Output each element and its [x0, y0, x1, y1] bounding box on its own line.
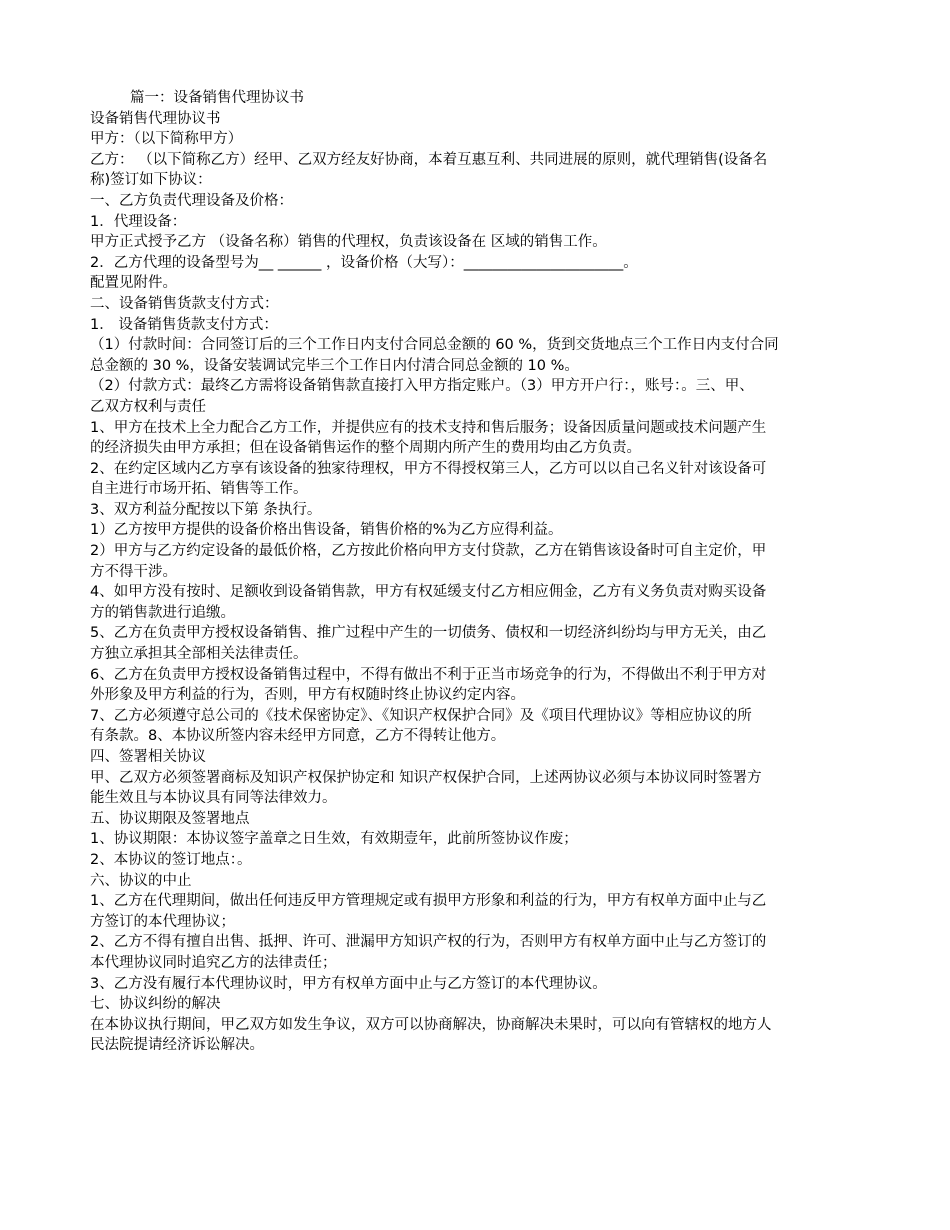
document-title: 篇一：设备销售代理协议书 — [130, 90, 304, 106]
text-line: 自主进行市场开拓、销售等工作。 — [90, 481, 308, 498]
text-line: 方独立承担其全部相关法律责任。 — [90, 646, 308, 663]
text-line: 5、乙方在负责甲方授权设备销售、推广过程中产生的一切债务、债权和一切经济纠纷均与甲方无关，由乙 — [90, 625, 767, 642]
text-line: 四、签署相关协议 — [90, 749, 206, 765]
text-line: 七、协议纠纷的解决 — [90, 996, 221, 1013]
text-line: 4、如甲方没有按时、足额收到设备销售款，甲方有权延缓支付乙方相应佣金，乙方有义务负责对购买设备 — [90, 584, 767, 601]
text-line: 六、协议的中止 — [90, 872, 192, 889]
text-line: 方的销售款进行追缴。 — [90, 604, 235, 621]
text-line: （1）付款时间：合同签订后的三个工作日内支付合同总金额的 60 %，货到交货地点三个工作日内支付合同 — [90, 337, 779, 354]
text-line: 有条款。8、本协议所签内容未经甲方同意，乙方不得转让他方。 — [90, 728, 506, 745]
text-line: 3、乙方没有履行本代理协议时，甲方有权单方面中止与乙方签订的本代理协议。 — [90, 975, 607, 992]
text-line: 设备销售代理协议书 — [90, 110, 221, 127]
text-line: 2）甲方与乙方约定设备的最低价格，乙方按此价格向甲方支付贷款，乙方在销售该设备时可自主定价，甲 — [90, 543, 767, 560]
text-line: 1、乙方在代理期间，做出任何违反甲方管理规定或有损甲方形象和利益的行为，甲方有权单方面中止与乙 — [90, 893, 767, 910]
text-line: （2）付款方式：最终乙方需将设备销售款直接打入甲方指定账户。（3）甲方开户行：，账号：。三、甲、 — [90, 378, 754, 395]
text-line: 甲、乙双方必须签署商标及知识产权保护协定和 知识产权保护合同，上述两协议必须与本协议同时签署方 — [90, 769, 762, 786]
text-line: 总金额的 30 %，设备安装调试完毕三个工作日内付清合同总金额的 10 %。 — [90, 357, 579, 374]
text-line: 方签订的本代理协议； — [90, 913, 235, 930]
text-line: 在本协议执行期间，甲乙双方如发生争议，双方可以协商解决，协商解决未果时，可以向有管辖权的地方人 — [90, 1016, 772, 1033]
text-line: 乙方： （以下简称乙方）经甲、乙双方经友好协商，本着互惠互利、共同进展的原则，就代理销售(设备名 — [90, 151, 768, 168]
text-line: 1）乙方按甲方提供的设备价格出售设备，销售价格的%为乙方应得利益。 — [90, 522, 563, 539]
text-line: 称)签订如下协议： — [90, 172, 212, 189]
text-line: 7、乙方必须遵守总公司的《技术保密协定》、《知识产权保护合同》及《项目代理协议》等相应协议的所 — [90, 707, 752, 724]
text-line: 方不得干涉。 — [90, 563, 177, 580]
text-line: 3、双方利益分配按以下第 条执行。 — [90, 501, 322, 518]
text-line: 的经济损失由甲方承担；但在设备销售运作的整个周期内所产生的费用均由乙方负责。 — [90, 440, 641, 457]
text-line: 五、协议期限及签署地点 — [90, 810, 250, 827]
text-line: 1、协议期限：本协议签字盖章之日生效，有效期壹年，此前所签协议作废； — [90, 831, 578, 848]
text-line: 6、乙方在负责甲方授权设备销售过程中，不得有做出不利于正当市场竞争的行为，不得做出不利于甲方对 — [90, 666, 767, 683]
text-line: 民法院提请经济诉讼解决。 — [90, 1037, 264, 1054]
text-line: 2．乙方代理的设备型号为__ ______ ，设备价格（大写）：______________________。 — [90, 254, 638, 271]
text-line: 1． 设备销售货款支付方式： — [90, 316, 278, 333]
text-line: 外形象及甲方利益的行为，否则，甲方有权随时终止协议约定内容。 — [90, 687, 525, 704]
text-line: 甲方正式授予乙方 （设备名称）销售的代理权，负责该设备在 区域的销售工作。 — [90, 234, 607, 251]
text-line: 一、乙方负责代理设备及价格： — [90, 192, 293, 209]
text-line: 2、乙方不得有擅自出售、抵押、许可、泄漏甲方知识产权的行为，否则甲方有权单方面中止与乙方签订的 — [90, 934, 767, 951]
document-page — [90, 88, 860, 1056]
text-line: 2、本协议的签订地点：。 — [90, 851, 252, 868]
text-line: 能生效且与本协议具有同等法律效力。 — [90, 790, 337, 807]
text-line: 甲方：（以下简称甲方） — [90, 131, 243, 148]
text-line: 配置见附件。 — [90, 275, 177, 292]
text-line: 本代理协议同时追究乙方的法律责任； — [90, 954, 337, 971]
text-line: 二、设备销售货款支付方式： — [90, 295, 279, 312]
text-line: 2、在约定区域内乙方享有该设备的独家待理权，甲方不得授权第三人，乙方可以以自己名义针对该设备可 — [90, 460, 767, 477]
text-line: 1．代理设备： — [90, 213, 187, 230]
text-line: 1、甲方在技术上全力配合乙方工作，并提供应有的技术支持和售后服务；设备因质量问题或技术问题产生 — [90, 419, 767, 436]
text-line: 乙双方权利与责任 — [90, 398, 206, 415]
